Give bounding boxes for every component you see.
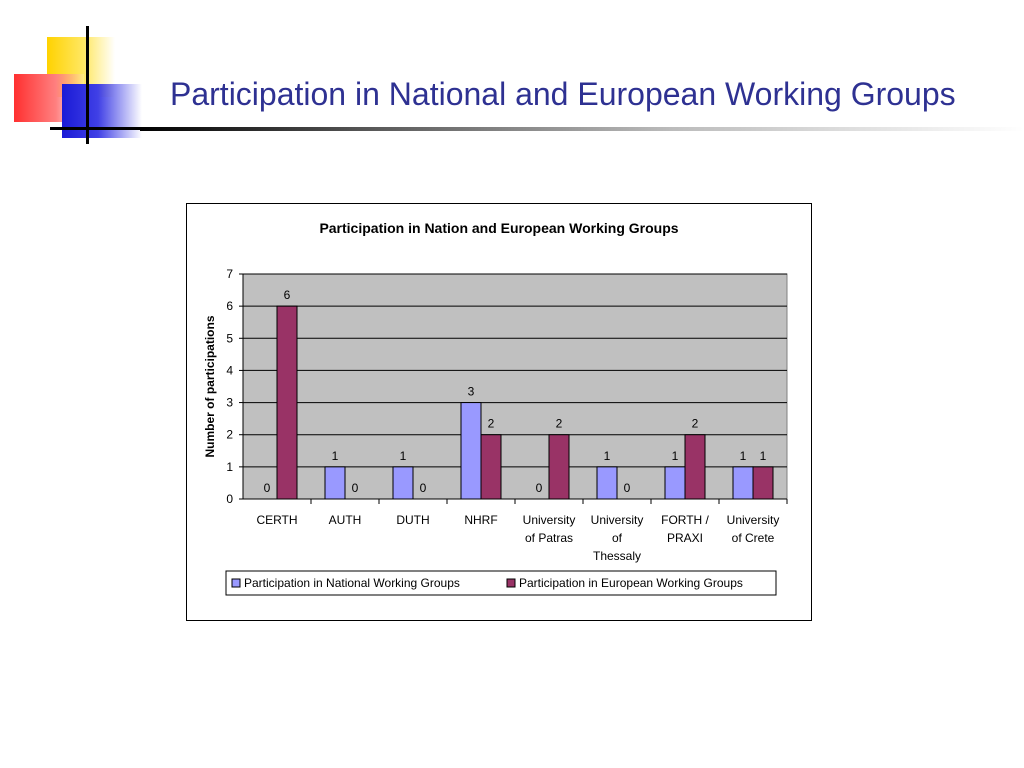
x-tick-label: of Patras xyxy=(524,531,574,545)
x-tick-label: DUTH xyxy=(396,513,430,527)
data-label: 0 xyxy=(419,481,427,495)
bar-national xyxy=(461,403,481,499)
legend-swatch-european xyxy=(507,579,515,587)
x-tick-label: FORTH / xyxy=(661,513,709,527)
data-label: 0 xyxy=(623,481,631,495)
data-label: 6 xyxy=(283,288,291,303)
bar-national xyxy=(665,467,685,499)
x-tick-label: University xyxy=(726,513,780,527)
title-underline xyxy=(140,127,1024,131)
y-tick-label: 0 xyxy=(226,492,233,506)
chart-frame xyxy=(186,203,812,621)
data-label: 1 xyxy=(603,448,611,463)
data-label: 0 xyxy=(351,481,359,495)
y-tick-label: 1 xyxy=(226,459,233,474)
bar-european xyxy=(753,467,773,499)
legend-label-european: Participation in European Working Groups xyxy=(519,576,743,590)
data-label: 1 xyxy=(759,448,767,463)
y-tick-label: 6 xyxy=(226,299,233,314)
data-label: 1 xyxy=(399,448,407,463)
data-label: 2 xyxy=(487,416,495,431)
bar-national xyxy=(597,467,617,499)
bar-national xyxy=(325,467,345,499)
x-tick-label: of Crete xyxy=(731,531,775,545)
data-label: 0 xyxy=(535,481,543,495)
x-tick-label: AUTH xyxy=(328,513,362,527)
x-tick-label: University xyxy=(590,513,644,527)
y-axis-label: Number of participations xyxy=(203,315,217,458)
bar-european xyxy=(685,435,705,499)
data-label: 3 xyxy=(467,384,475,399)
decorative-logo xyxy=(0,0,160,150)
x-tick-label: PRAXI xyxy=(666,531,704,545)
data-label: 0 xyxy=(263,481,271,495)
bar-national xyxy=(733,467,753,499)
bar-chart xyxy=(187,204,811,620)
x-tick-label: University xyxy=(522,513,576,527)
y-tick-label: 3 xyxy=(226,395,233,410)
data-label: 1 xyxy=(739,448,747,463)
bar-european xyxy=(481,435,501,499)
x-tick-label: of xyxy=(611,531,623,545)
bar-european xyxy=(549,435,569,499)
y-tick-label: 7 xyxy=(226,267,233,281)
y-tick-label: 2 xyxy=(226,427,233,442)
x-tick-label: Thessaly xyxy=(592,549,642,563)
data-label: 1 xyxy=(671,448,679,463)
data-label: 2 xyxy=(691,416,699,431)
x-tick-label: NHRF xyxy=(464,513,498,527)
legend-swatch-national xyxy=(232,579,240,587)
data-label: 1 xyxy=(331,448,339,463)
logo-horizontal-line xyxy=(50,127,150,130)
chart-title: Participation in Nation and European Working Groups xyxy=(319,220,679,236)
slide-title: Participation in National and European Working Groups xyxy=(170,76,956,112)
bar-national xyxy=(393,467,413,499)
y-tick-label: 4 xyxy=(226,363,233,378)
bar-european xyxy=(277,306,297,499)
x-tick-label: CERTH xyxy=(256,513,298,527)
data-label: 2 xyxy=(555,416,563,431)
y-tick-label: 5 xyxy=(226,331,233,346)
legend-label-national: Participation in National Working Groups xyxy=(244,576,460,590)
